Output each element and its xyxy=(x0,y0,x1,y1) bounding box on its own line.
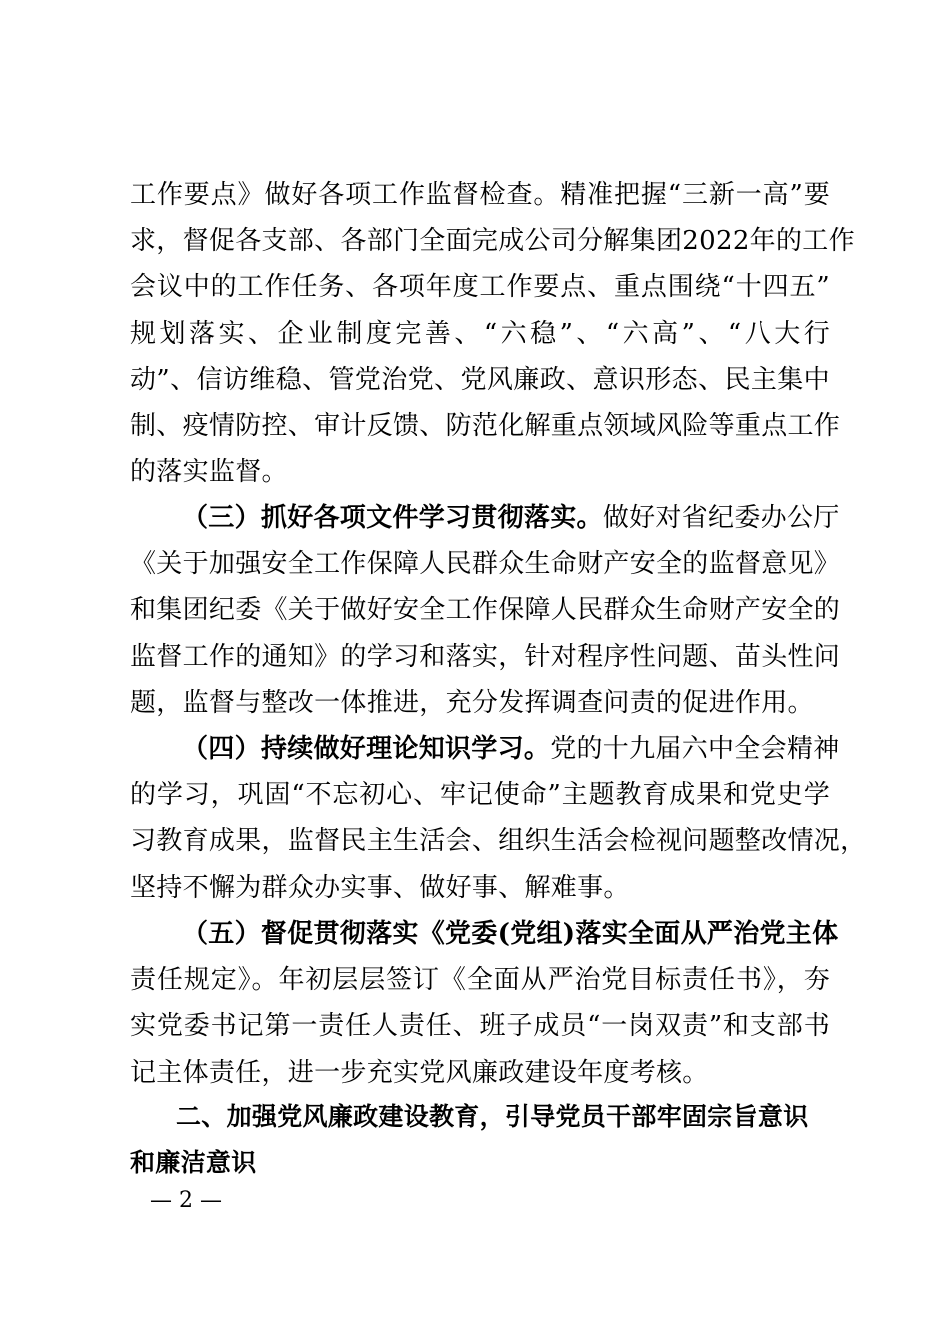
text-line: 监督工作的通知》的学习和落实，针对程序性问题、苗头性问 xyxy=(130,641,841,672)
text-line: 规划落实、企业制度完善、“六稳”、“六高”、“八大行 xyxy=(130,318,830,349)
paragraph-heading: （四）持续做好理论知识学习。 xyxy=(182,734,551,764)
text-line: 习教育成果，监督民主生活会、组织生活会检视问题整改情况， xyxy=(130,826,867,857)
page-number: — 2 — xyxy=(150,1188,222,1213)
text-line: 记主体责任，进一步充实党风廉政建设年度考核。 xyxy=(130,1057,709,1088)
text-line: 制、疫情防控、审计反馈、防范化解重点领域风险等重点工作 xyxy=(130,410,841,441)
paragraph-document-study xyxy=(130,495,841,726)
text-line xyxy=(130,911,839,957)
text-line: 和集团纪委《关于做好安全工作保障人民群众生命财产安全的 xyxy=(130,595,841,626)
section-heading-line: 二、加强党风廉政建设教育，引导党员干部牢固宗旨意识 xyxy=(176,1102,809,1131)
text-line: 会议中的工作任务、各项年度工作要点、重点围绕“十四五” xyxy=(130,272,830,303)
text-line xyxy=(130,726,840,772)
text-line: 责任规定》。年初层层签订《全面从严治党目标责任书》，夯 xyxy=(130,965,830,996)
section-heading xyxy=(130,1094,830,1186)
section-heading-line: 和廉洁意识 xyxy=(130,1148,257,1177)
paragraph-heading: （五）督促贯彻落实《党委(党组)落实全面从严治党主体 xyxy=(182,919,839,949)
paragraph-heading: （三）抓好各项文件学习贯彻落实。 xyxy=(182,503,603,533)
text-line: 题，监督与整改一体推进，充分发挥调查问责的促进作用。 xyxy=(130,687,814,718)
text-line: 实党委书记第一责任人责任、班子成员“一岗双责”和支部书 xyxy=(130,1011,830,1042)
text-line: 工作要点》做好各项工作监督检查。精准把握“三新一高”要 xyxy=(130,180,830,210)
text-line: 的学习，巩固“不忘初心、牢记使命”主题教育成果和党史学 xyxy=(130,780,830,811)
paragraph-text: 做好对省纪委办公厅 xyxy=(602,503,840,533)
text-line: 坚持不懈为群众办实事、做好事、解难事。 xyxy=(130,872,630,903)
text-line: 动”、信访维稳、管党治党、党风廉政、意识形态、民主集中 xyxy=(130,364,830,395)
paragraph-work-supervision xyxy=(130,172,855,495)
text-line xyxy=(130,495,840,541)
paragraph-theory-study xyxy=(130,726,867,911)
paragraph-text: 党的十九届六中全会精神 xyxy=(550,734,840,764)
text-line: 求，督促各支部、各部门全面完成公司分解集团2022年的工作 xyxy=(130,226,855,257)
text-line: 的落实监督。 xyxy=(130,457,288,488)
paragraph-responsibility xyxy=(130,911,839,1096)
text-line: 《关于加强安全工作保障人民群众生命财产安全的监督意见》 xyxy=(130,549,841,580)
